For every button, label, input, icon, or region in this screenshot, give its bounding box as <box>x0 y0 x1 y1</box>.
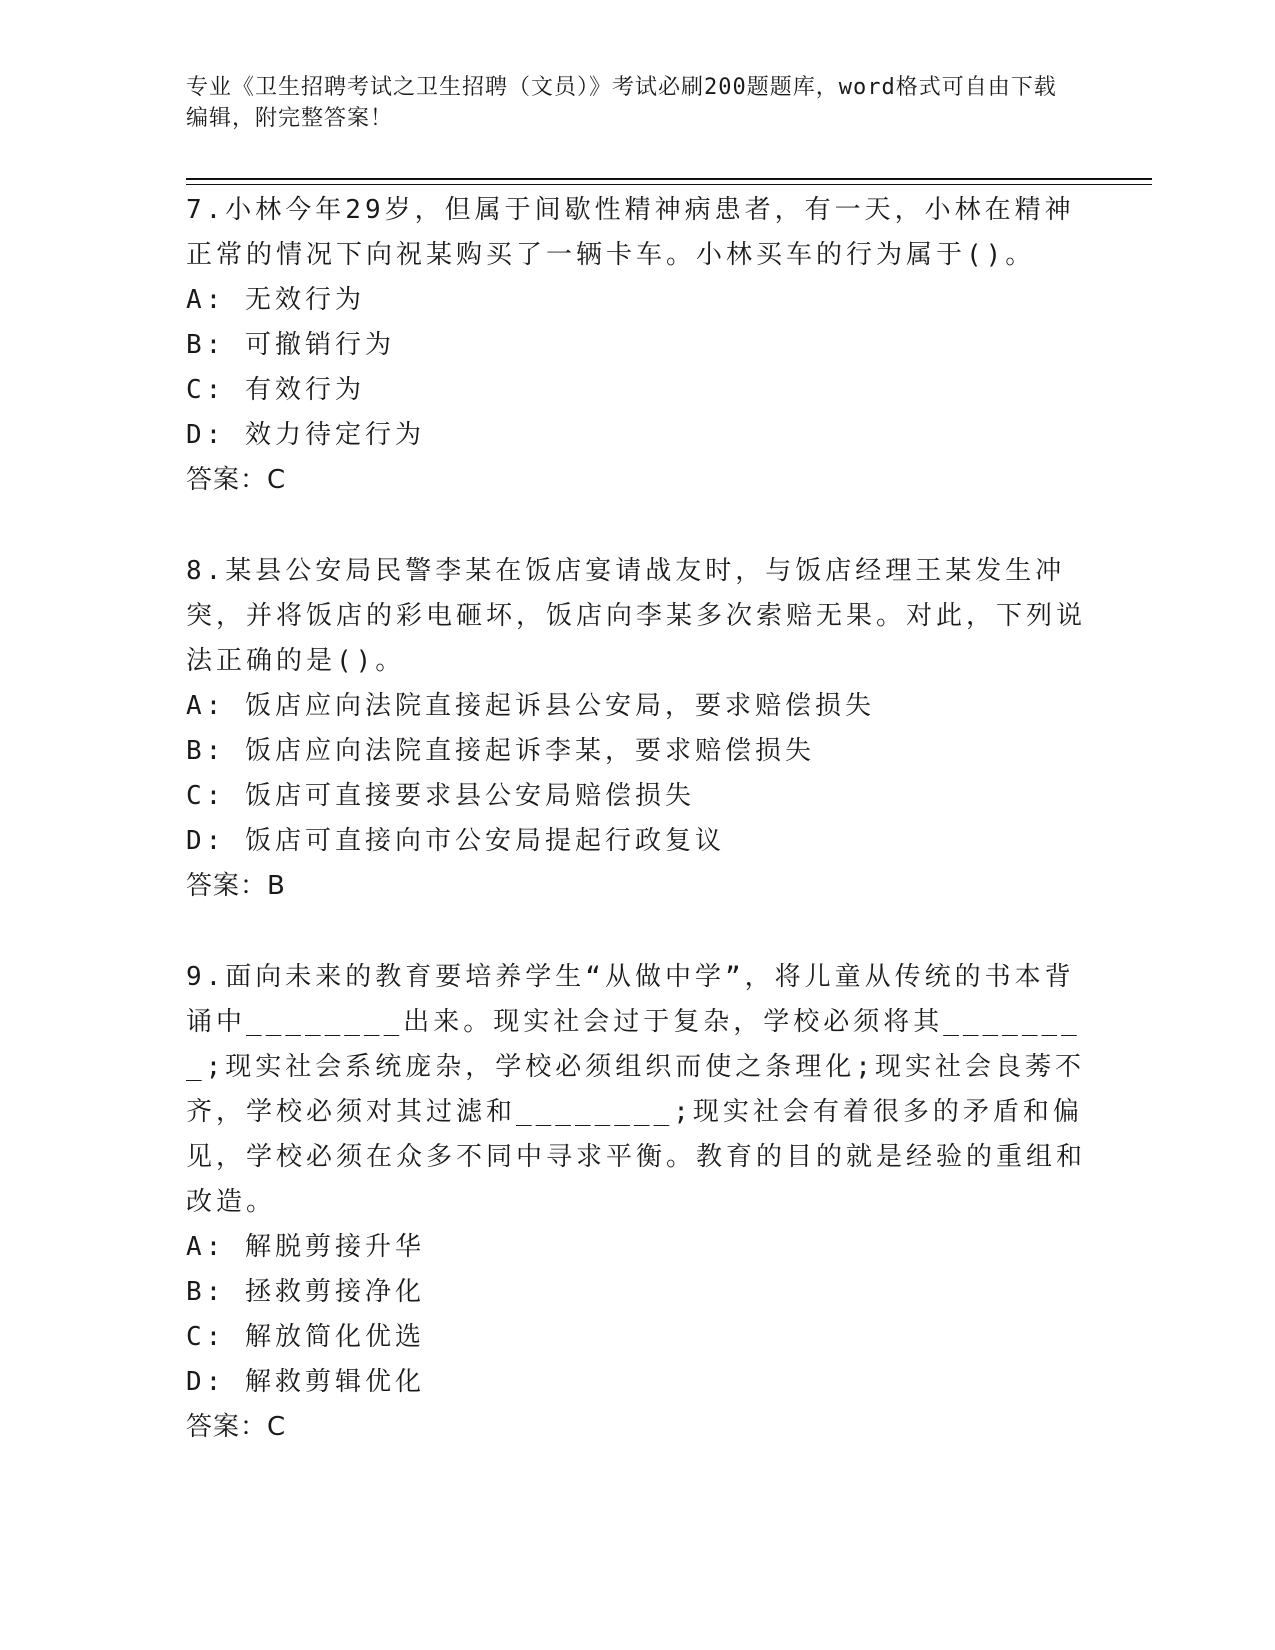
question-spacer <box>186 909 1086 955</box>
answer-line: 答案：C <box>186 1412 287 1442</box>
question-list <box>186 188 1086 1450</box>
question-8 <box>186 549 1086 909</box>
header-divider-thin <box>186 184 1152 185</box>
document-header: 专业《卫生招聘考试之卫生招聘（文员）》考试必刷200题题库，word格式可自由下载编辑，附完整答案！ <box>186 75 1057 131</box>
question-stem: 8.某县公安局民警李某在饭店宴请战友时，与饭店经理王某发生冲突，并将饭店的彩电砸坏，饭店向李某多次索赔无果。对此，下列说法正确的是()。 <box>186 556 1087 676</box>
option-b: B: 可撤销行为 <box>186 330 395 360</box>
option-a: A: 解脱剪接升华 <box>186 1232 425 1262</box>
question-9 <box>186 955 1086 1450</box>
question-stem: 9.面向未来的教育要培养学生“从做中学”，将儿童从传统的书本背诵中________出来。现实社会过于复杂，学校必须将其________;现实社会系统庞杂，学校必须组织而使之条理化;现实社会良莠不齐，学校必须对其过滤和________;现实社会有着很多的矛盾和偏见，学校必须在众多不同中寻求平衡。教育的目的就是经验的重组和改造。 <box>186 962 1087 1217</box>
option-b: B: 饭店应向法院直接起诉李某，要求赔偿损失 <box>186 736 815 766</box>
option-c: C: 有效行为 <box>186 375 365 405</box>
question-7 <box>186 188 1086 503</box>
option-c: C: 解放简化优选 <box>186 1322 425 1352</box>
question-spacer <box>186 503 1086 549</box>
option-d: D: 解救剪辑优化 <box>186 1367 425 1397</box>
option-c: C: 饭店可直接要求县公安局赔偿损失 <box>186 781 695 811</box>
header-divider-thick <box>186 178 1152 180</box>
option-a: A: 无效行为 <box>186 285 365 315</box>
option-d: D: 饭店可直接向市公安局提起行政复议 <box>186 826 725 856</box>
option-d: D: 效力待定行为 <box>186 420 425 450</box>
answer-line: 答案：B <box>186 871 286 901</box>
question-stem: 7.小林今年29岁，但属于间歇性精神病患者，有一天，小林在精神正常的情况下向祝某购买了一辆卡车。小林买车的行为属于()。 <box>186 195 1075 270</box>
option-b: B: 拯救剪接净化 <box>186 1277 425 1307</box>
answer-line: 答案：C <box>186 465 287 495</box>
option-a: A: 饭店应向法院直接起诉县公安局，要求赔偿损失 <box>186 691 875 721</box>
